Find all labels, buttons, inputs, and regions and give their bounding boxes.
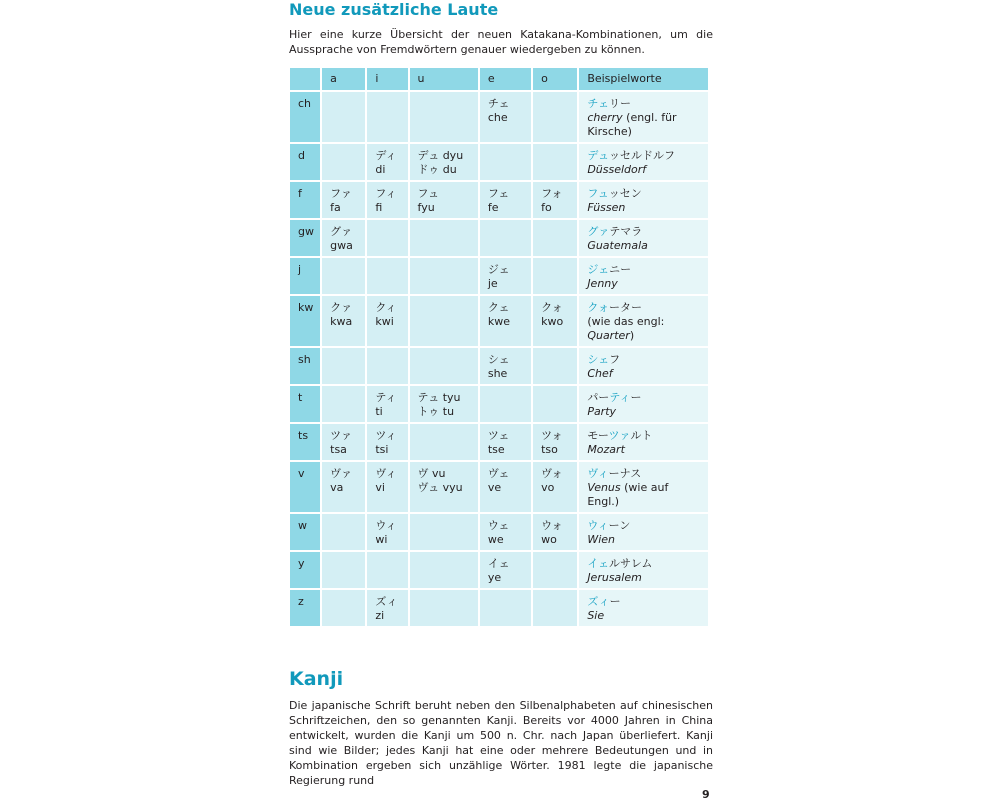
- kana-cell: [410, 144, 478, 180]
- kana-text: ヴュ: [417, 481, 440, 494]
- kana-text: ウォ: [541, 519, 563, 532]
- kanji-paragraph: Die japanische Schrift beruht neben den Silbenalphabeten auf chinesischen Schriftzeichen, den so genannten Kanji. Bereits vor 4000 Jahren in China entwickelt, wurden die Kanji um 500 n. Chr. nach Japan überliefert. Kanji sind wie Bilder; jedes Kanji hat eine oder mehrere Bedeutungen und in Kombination ergeben sich unzählige Wörter. 1981 legte die japanische Regierung rund: [289, 699, 713, 787]
- romaji-text: tyu: [442, 391, 461, 404]
- kana-cell: [322, 348, 365, 384]
- romaji-text: tsa: [330, 443, 347, 456]
- example-cell: [579, 462, 708, 512]
- example-meaning: [587, 315, 700, 343]
- kana-cell: [367, 220, 407, 256]
- kana-cell: [322, 590, 365, 626]
- romaji-text: di: [375, 163, 386, 176]
- kana-text: クォ: [541, 301, 563, 314]
- page-number: 9: [702, 788, 710, 801]
- kana-cell: [322, 552, 365, 588]
- example-kana: [587, 187, 700, 201]
- row-label: ch: [290, 92, 320, 142]
- kana-text: ウィ: [375, 519, 397, 532]
- kana-text: ツォ: [541, 429, 563, 442]
- romaji-text: fe: [487, 201, 499, 214]
- romaji-text: ye: [487, 571, 502, 584]
- kana-cell: [322, 144, 365, 180]
- row-label: sh: [290, 348, 320, 384]
- romaji-text: vu: [432, 467, 446, 480]
- kana-pair: [418, 149, 470, 163]
- table-row: [290, 144, 708, 180]
- kana-cell: [367, 386, 407, 422]
- meaning-segment: (wie das engl:: [587, 315, 665, 328]
- row-label: f: [290, 182, 320, 218]
- kana-cell: [480, 514, 531, 550]
- kana-segment: ルト: [630, 429, 653, 442]
- highlighted-kana: クォ: [587, 301, 609, 314]
- kana-cell: [322, 514, 365, 550]
- kana-pair: [418, 481, 470, 495]
- table-row: [290, 514, 708, 550]
- kana-cell: [410, 258, 478, 294]
- romaji-text: tso: [541, 443, 558, 456]
- meaning-segment: ): [629, 329, 635, 342]
- meaning-segment: Jerusalem: [587, 571, 642, 584]
- highlighted-kana: ジェ: [587, 263, 610, 276]
- example-meaning: [587, 533, 700, 547]
- example-meaning: [587, 481, 700, 509]
- kana-text: チェ: [487, 97, 510, 110]
- kana-cell: [480, 462, 531, 512]
- romaji-text: vo: [541, 481, 555, 494]
- kana-cell: [367, 182, 407, 218]
- romaji-text: wi: [375, 533, 388, 546]
- meaning-segment: (wie auf Engl.): [587, 481, 669, 508]
- kana-text: ファ: [330, 187, 352, 200]
- example-kana: [587, 557, 700, 571]
- example-kana: [587, 353, 700, 367]
- header-cell: u: [410, 68, 478, 90]
- romaji-text: ve: [487, 481, 502, 494]
- section-heading-kanji: Kanji: [289, 668, 344, 690]
- kana-cell: [410, 514, 478, 550]
- kana-segment: リー: [608, 97, 631, 110]
- example-cell: [579, 514, 708, 550]
- meaning-segment: Party: [587, 405, 617, 418]
- example-kana: [587, 595, 700, 609]
- kana-cell: [410, 386, 478, 422]
- table-row: [290, 258, 708, 294]
- example-kana: [587, 263, 700, 277]
- header-cell: e: [480, 68, 531, 90]
- section-heading-new-sounds: Neue zusätzliche Laute: [289, 0, 499, 19]
- kana-cell: [533, 424, 577, 460]
- romaji-text: kwe: [487, 315, 510, 328]
- kana-segment: ーター: [608, 301, 642, 314]
- kana-cell: [480, 258, 531, 294]
- highlighted-kana: チェ: [587, 97, 609, 110]
- example-kana: [587, 467, 700, 481]
- kana-segment: ッセン: [608, 187, 642, 200]
- kana-cell: [322, 92, 365, 142]
- example-kana: [587, 391, 700, 405]
- header-cell: [290, 68, 320, 90]
- example-cell: [579, 552, 708, 588]
- romaji-text: dyu: [442, 149, 464, 162]
- romaji-text: va: [330, 481, 344, 494]
- kana-text: ジェ: [487, 263, 510, 276]
- romaji-text: tu: [442, 405, 455, 418]
- kana-segment: ッセルドルフ: [608, 149, 675, 162]
- example-meaning: [587, 239, 700, 253]
- katakana-combinations-table: [288, 66, 710, 628]
- example-cell: [579, 296, 708, 346]
- kana-cell: [322, 462, 365, 512]
- kana-cell: [533, 220, 577, 256]
- example-kana: [587, 519, 700, 533]
- meaning-segment: Jenny: [587, 277, 618, 290]
- row-label: gw: [290, 220, 320, 256]
- intro-paragraph: Hier eine kurze Übersicht der neuen Katakana-Kombinationen, um die Aussprache von Fremdwörtern genauer wiedergeben zu können.: [289, 28, 713, 56]
- example-cell: [579, 386, 708, 422]
- kana-segment: ー: [609, 595, 621, 608]
- example-cell: [579, 182, 708, 218]
- kana-text: ヴ: [417, 467, 429, 480]
- meaning-segment: Venus: [587, 481, 621, 494]
- highlighted-kana: シェ: [587, 353, 610, 366]
- table-row: [290, 590, 708, 626]
- romaji-text: tsi: [375, 443, 389, 456]
- meaning-segment: Düsseldorf: [587, 163, 647, 176]
- table-row: [290, 220, 708, 256]
- meaning-segment: Guatemala: [587, 239, 648, 252]
- romaji-text: kwo: [541, 315, 564, 328]
- kana-segment: ニー: [609, 263, 632, 276]
- kana-cell: [410, 424, 478, 460]
- kana-cell: [480, 386, 531, 422]
- kana-cell: [367, 462, 407, 512]
- kana-cell: [367, 424, 407, 460]
- example-kana: [587, 97, 700, 111]
- kana-cell: [533, 386, 577, 422]
- table-header-row: [290, 68, 708, 90]
- example-cell: [579, 220, 708, 256]
- meaning-segment: (engl. für Kirsche): [587, 111, 677, 138]
- kana-text: ディ: [375, 149, 397, 162]
- example-cell: [579, 424, 708, 460]
- romaji-text: gwa: [330, 239, 353, 252]
- kana-segment: ルサレム: [609, 557, 653, 570]
- kana-cell: [480, 92, 531, 142]
- kana-cell: [533, 182, 577, 218]
- row-label: v: [290, 462, 320, 512]
- kana-text: ヴェ: [487, 467, 510, 480]
- example-meaning: [587, 443, 700, 457]
- example-kana: [587, 429, 700, 443]
- kana-cell: [410, 92, 478, 142]
- kana-text: フィ: [375, 187, 397, 200]
- row-label: d: [290, 144, 320, 180]
- kana-cell: [480, 144, 531, 180]
- romaji-text: kwa: [330, 315, 353, 328]
- example-meaning: [587, 201, 700, 215]
- kana-cell: [410, 220, 478, 256]
- romaji-text: wo: [541, 533, 557, 546]
- kana-cell: [410, 296, 478, 346]
- kana-cell: [410, 552, 478, 588]
- example-cell: [579, 258, 708, 294]
- table-row: [290, 296, 708, 346]
- table-row: [290, 462, 708, 512]
- romaji-text: du: [442, 163, 457, 176]
- header-cell: i: [367, 68, 407, 90]
- kana-text: クィ: [375, 301, 397, 314]
- romaji-text: tse: [487, 443, 505, 456]
- example-meaning: [587, 367, 700, 381]
- kana-text: ヴィ: [375, 467, 397, 480]
- table-row: [290, 348, 708, 384]
- romaji-text: fo: [541, 201, 552, 214]
- table-row: [290, 552, 708, 588]
- row-label: kw: [290, 296, 320, 346]
- row-label: ts: [290, 424, 320, 460]
- kana-text: ウェ: [487, 519, 510, 532]
- row-label: w: [290, 514, 320, 550]
- kana-cell: [533, 514, 577, 550]
- kana-cell: [533, 258, 577, 294]
- example-kana: [587, 225, 700, 239]
- kana-cell: [533, 462, 577, 512]
- highlighted-kana: イェ: [587, 557, 610, 570]
- highlighted-kana: ウィ: [587, 519, 609, 532]
- romaji-text: kwi: [375, 315, 394, 328]
- romaji-text: we: [487, 533, 504, 546]
- kana-cell: [480, 220, 531, 256]
- highlighted-kana: グァ: [587, 225, 610, 238]
- table-row: [290, 92, 708, 142]
- kana-cell: [480, 590, 531, 626]
- header-cell: Beispielworte: [579, 68, 708, 90]
- kana-text: シェ: [487, 353, 510, 366]
- kana-cell: [410, 348, 478, 384]
- romaji-text: vyu: [442, 481, 463, 494]
- romaji-text: je: [487, 277, 498, 290]
- kana-text: イェ: [487, 557, 510, 570]
- table-row: [290, 386, 708, 422]
- kana-segment: ーナス: [608, 467, 642, 480]
- kana-cell: [533, 296, 577, 346]
- kana-segment: ーン: [608, 519, 631, 532]
- kana-text: ツィ: [375, 429, 397, 442]
- kana-pair: [418, 163, 470, 177]
- kana-cell: [480, 424, 531, 460]
- romaji-text: she: [487, 367, 508, 380]
- kana-cell: [533, 590, 577, 626]
- kana-text: デュ: [417, 149, 440, 162]
- meaning-segment: Quarter: [587, 329, 630, 342]
- kana-text: ドゥ: [417, 163, 440, 176]
- kana-cell: [410, 182, 478, 218]
- table-row: [290, 182, 708, 218]
- kana-pair: [418, 405, 470, 419]
- example-kana: [587, 301, 700, 315]
- romaji-text: che: [487, 111, 508, 124]
- example-cell: [579, 92, 708, 142]
- example-kana: [587, 149, 700, 163]
- romaji-text: fi: [375, 201, 383, 214]
- meaning-segment: Füssen: [587, 201, 626, 214]
- kana-segment: モー: [587, 429, 609, 442]
- kana-text: クェ: [487, 301, 510, 314]
- kana-segment: フ: [609, 353, 621, 366]
- romaji-text: vi: [375, 481, 385, 494]
- kana-cell: [322, 386, 365, 422]
- romaji-text: fa: [330, 201, 341, 214]
- example-meaning: [587, 277, 700, 291]
- kana-cell: [367, 514, 407, 550]
- meaning-segment: Wien: [587, 533, 615, 546]
- kana-pair: [418, 391, 470, 405]
- kana-cell: [367, 552, 407, 588]
- kana-cell: [367, 144, 407, 180]
- kana-cell: [322, 296, 365, 346]
- kana-text: ティ: [375, 391, 397, 404]
- kana-segment: パー: [587, 391, 610, 404]
- kana-pair: [418, 467, 470, 481]
- highlighted-kana: デュ: [587, 149, 609, 162]
- kana-cell: [367, 296, 407, 346]
- kana-cell: [367, 92, 407, 142]
- kana-text: トゥ: [417, 405, 440, 418]
- kana-cell: [480, 348, 531, 384]
- kana-text: クァ: [330, 301, 353, 314]
- kana-text: ヴォ: [541, 467, 563, 480]
- romaji-text: fyu: [417, 201, 435, 214]
- highlighted-kana: ティ: [609, 391, 631, 404]
- kana-text: グァ: [330, 225, 353, 238]
- kana-text: ヴァ: [330, 467, 353, 480]
- kana-text: フュ: [417, 187, 439, 200]
- kana-cell: [367, 590, 407, 626]
- example-meaning: [587, 609, 700, 623]
- kana-cell: [533, 92, 577, 142]
- example-meaning: [587, 571, 700, 585]
- highlighted-kana: フュ: [587, 187, 609, 200]
- table-row: [290, 424, 708, 460]
- example-meaning: [587, 163, 700, 177]
- kana-cell: [533, 348, 577, 384]
- example-cell: [579, 348, 708, 384]
- kana-cell: [480, 296, 531, 346]
- kana-segment: ー: [630, 391, 642, 404]
- highlighted-kana: ツァ: [608, 429, 631, 442]
- row-label: t: [290, 386, 320, 422]
- kana-cell: [322, 182, 365, 218]
- kana-cell: [367, 258, 407, 294]
- kana-text: フォ: [541, 187, 563, 200]
- header-cell: o: [533, 68, 577, 90]
- row-label: j: [290, 258, 320, 294]
- kana-cell: [533, 552, 577, 588]
- kana-cell: [533, 144, 577, 180]
- highlighted-kana: ヴィ: [587, 467, 609, 480]
- row-label: y: [290, 552, 320, 588]
- example-cell: [579, 144, 708, 180]
- example-meaning: [587, 111, 700, 139]
- kana-cell: [480, 182, 531, 218]
- kana-text: ツァ: [330, 429, 353, 442]
- row-label: z: [290, 590, 320, 626]
- kana-cell: [322, 258, 365, 294]
- meaning-segment: Chef: [587, 367, 613, 380]
- kana-cell: [367, 348, 407, 384]
- example-cell: [579, 590, 708, 626]
- kana-cell: [410, 590, 478, 626]
- highlighted-kana: ズィ: [587, 595, 610, 608]
- kana-text: テュ: [417, 391, 440, 404]
- romaji-text: zi: [375, 609, 385, 622]
- kana-text: ツェ: [487, 429, 510, 442]
- header-cell: a: [322, 68, 365, 90]
- kana-cell: [322, 424, 365, 460]
- meaning-segment: Sie: [587, 609, 605, 622]
- kana-segment: テマラ: [609, 225, 643, 238]
- kana-cell: [322, 220, 365, 256]
- kana-cell: [410, 462, 478, 512]
- kana-cell: [480, 552, 531, 588]
- meaning-segment: Mozart: [587, 443, 625, 456]
- kana-text: ズィ: [375, 595, 398, 608]
- meaning-segment: cherry: [587, 111, 623, 124]
- kana-text: フェ: [487, 187, 510, 200]
- example-meaning: [587, 405, 700, 419]
- romaji-text: ti: [375, 405, 383, 418]
